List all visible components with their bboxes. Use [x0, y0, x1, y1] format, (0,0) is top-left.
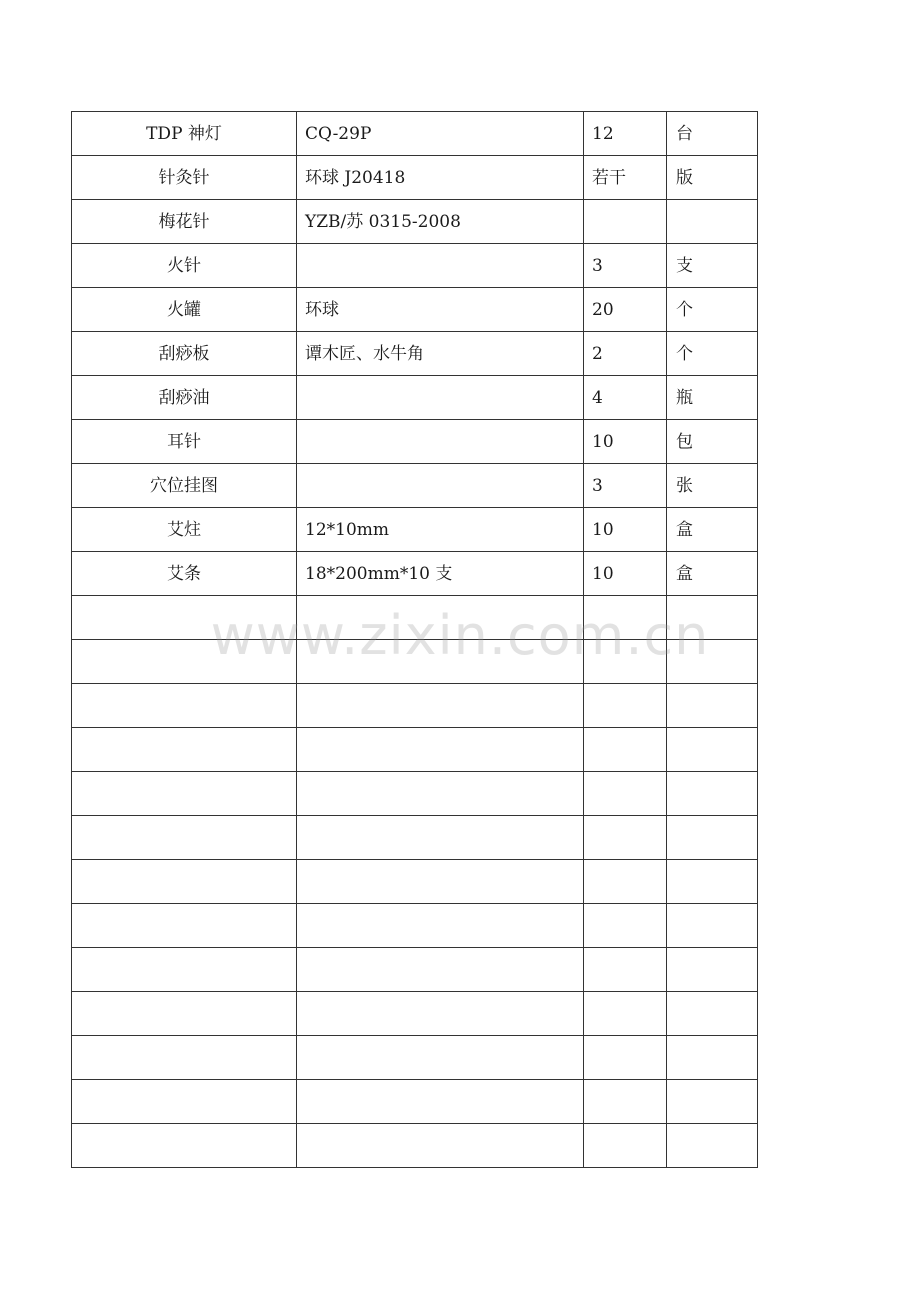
- item-qty-cell: [584, 948, 667, 992]
- item-unit-cell: 版: [667, 156, 758, 200]
- item-name-cell: [72, 860, 297, 904]
- table-row: [72, 244, 758, 288]
- item-qty-cell: 12: [584, 112, 667, 156]
- item-spec-cell: YZB/苏 0315-2008: [297, 200, 584, 244]
- item-name-cell: [72, 684, 297, 728]
- table-row: [72, 596, 758, 640]
- item-name-cell: [72, 816, 297, 860]
- item-name-cell: [72, 728, 297, 772]
- item-unit-cell: 台: [667, 112, 758, 156]
- table-row: [72, 948, 758, 992]
- item-qty-cell: 10: [584, 508, 667, 552]
- table-row: [72, 1036, 758, 1080]
- item-spec-cell: [297, 728, 584, 772]
- table-row: [72, 992, 758, 1036]
- item-unit-cell: [667, 200, 758, 244]
- table-row: [72, 816, 758, 860]
- item-qty-cell: [584, 816, 667, 860]
- item-spec-cell: [297, 684, 584, 728]
- equipment-table: [71, 111, 758, 1168]
- item-name-cell: [72, 772, 297, 816]
- item-name-cell: 穴位挂图: [72, 464, 297, 508]
- item-name-cell: [72, 992, 297, 1036]
- item-name-cell: [72, 1124, 297, 1168]
- item-unit-cell: 包: [667, 420, 758, 464]
- item-spec-cell: CQ-29P: [297, 112, 584, 156]
- item-unit-cell: 盒: [667, 508, 758, 552]
- item-qty-cell: 10: [584, 420, 667, 464]
- table-row: [72, 420, 758, 464]
- item-spec-cell: [297, 596, 584, 640]
- item-name-cell: [72, 1036, 297, 1080]
- item-unit-cell: [667, 640, 758, 684]
- item-unit-cell: [667, 596, 758, 640]
- item-qty-cell: [584, 596, 667, 640]
- item-qty-cell: [584, 1124, 667, 1168]
- item-qty-cell: 2: [584, 332, 667, 376]
- item-spec-cell: [297, 992, 584, 1036]
- watermark: www.zixin.com.cn: [210, 604, 710, 667]
- item-spec-cell: [297, 244, 584, 288]
- item-unit-cell: 个: [667, 332, 758, 376]
- table-row: [72, 728, 758, 772]
- table-row: [72, 684, 758, 728]
- item-qty-cell: 20: [584, 288, 667, 332]
- item-unit-cell: [667, 1080, 758, 1124]
- item-name-cell: 梅花针: [72, 200, 297, 244]
- equipment-table-body: [72, 112, 758, 1168]
- item-name-cell: 艾炷: [72, 508, 297, 552]
- item-qty-cell: 10: [584, 552, 667, 596]
- item-spec-cell: 环球 J20418: [297, 156, 584, 200]
- item-qty-cell: 3: [584, 244, 667, 288]
- table-row: [72, 508, 758, 552]
- item-spec-cell: [297, 1080, 584, 1124]
- item-spec-cell: 谭木匠、水牛角: [297, 332, 584, 376]
- item-unit-cell: 个: [667, 288, 758, 332]
- item-spec-cell: 环球: [297, 288, 584, 332]
- item-spec-cell: [297, 772, 584, 816]
- item-unit-cell: [667, 948, 758, 992]
- item-name-cell: 火罐: [72, 288, 297, 332]
- item-unit-cell: 瓶: [667, 376, 758, 420]
- item-spec-cell: [297, 376, 584, 420]
- item-spec-cell: [297, 860, 584, 904]
- item-name-cell: 火针: [72, 244, 297, 288]
- item-qty-cell: [584, 200, 667, 244]
- item-qty-cell: [584, 992, 667, 1036]
- item-name-cell: 刮痧油: [72, 376, 297, 420]
- item-unit-cell: [667, 728, 758, 772]
- item-unit-cell: 支: [667, 244, 758, 288]
- item-unit-cell: [667, 684, 758, 728]
- item-spec-cell: 18*200mm*10 支: [297, 552, 584, 596]
- item-name-cell: 耳针: [72, 420, 297, 464]
- table-row: [72, 904, 758, 948]
- table-row: [72, 332, 758, 376]
- table-row: [72, 200, 758, 244]
- item-spec-cell: [297, 640, 584, 684]
- item-qty-cell: 4: [584, 376, 667, 420]
- table-row: [72, 112, 758, 156]
- item-unit-cell: [667, 772, 758, 816]
- table-row: [72, 640, 758, 684]
- item-qty-cell: [584, 1080, 667, 1124]
- item-qty-cell: 若干: [584, 156, 667, 200]
- item-spec-cell: [297, 1036, 584, 1080]
- item-unit-cell: 张: [667, 464, 758, 508]
- item-spec-cell: 12*10mm: [297, 508, 584, 552]
- item-name-cell: 刮痧板: [72, 332, 297, 376]
- item-spec-cell: [297, 1124, 584, 1168]
- item-unit-cell: [667, 1124, 758, 1168]
- table-row: [72, 464, 758, 508]
- table-row: [72, 552, 758, 596]
- table-row: [72, 288, 758, 332]
- table-row: [72, 860, 758, 904]
- table-row: [72, 772, 758, 816]
- item-name-cell: 艾条: [72, 552, 297, 596]
- item-qty-cell: [584, 640, 667, 684]
- item-name-cell: [72, 904, 297, 948]
- item-qty-cell: [584, 904, 667, 948]
- table-row: [72, 1124, 758, 1168]
- item-spec-cell: [297, 464, 584, 508]
- item-spec-cell: [297, 904, 584, 948]
- item-unit-cell: [667, 904, 758, 948]
- table-row: [72, 376, 758, 420]
- table-row: [72, 1080, 758, 1124]
- item-name-cell: 针灸针: [72, 156, 297, 200]
- item-qty-cell: [584, 684, 667, 728]
- item-name-cell: [72, 596, 297, 640]
- item-spec-cell: [297, 420, 584, 464]
- item-name-cell: [72, 948, 297, 992]
- item-unit-cell: [667, 860, 758, 904]
- table-row: [72, 156, 758, 200]
- item-spec-cell: [297, 816, 584, 860]
- item-qty-cell: 3: [584, 464, 667, 508]
- item-name-cell: [72, 640, 297, 684]
- item-qty-cell: [584, 1036, 667, 1080]
- item-unit-cell: [667, 1036, 758, 1080]
- item-unit-cell: [667, 992, 758, 1036]
- item-qty-cell: [584, 772, 667, 816]
- item-name-cell: TDP 神灯: [72, 112, 297, 156]
- item-qty-cell: [584, 728, 667, 772]
- item-qty-cell: [584, 860, 667, 904]
- item-unit-cell: [667, 816, 758, 860]
- item-unit-cell: 盒: [667, 552, 758, 596]
- item-name-cell: [72, 1080, 297, 1124]
- item-spec-cell: [297, 948, 584, 992]
